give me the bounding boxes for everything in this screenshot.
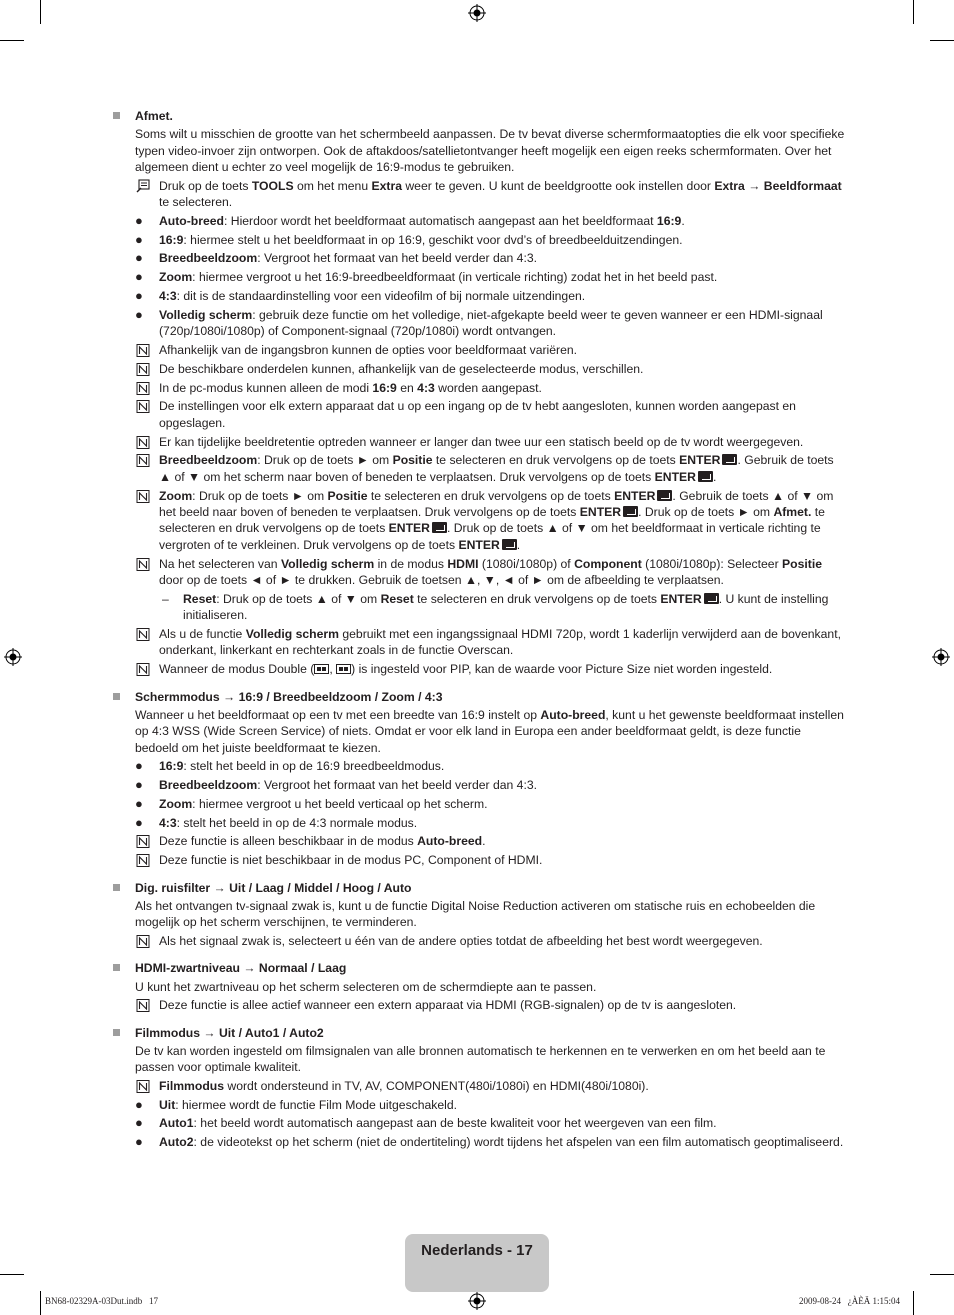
note-item [135, 398, 845, 431]
section-intro: De tv kan worden ingesteld om filmsignalen van alle bronnen automatisch te herkennen en te verwerken en om het beeld aan te passen voor optimale kwaliteit. [135, 1043, 826, 1075]
text: Afhankelijk van de ingangsbron kunnen de opties voor beeldformaat variëren. [159, 343, 578, 358]
tools-note [135, 178, 845, 211]
text: Reset [380, 591, 414, 606]
print-slug-left: BN68-02329A-03Dut.indb 17 [45, 1296, 158, 1306]
text: gebruikt met een ingangssignaal HDMI 720p, wordt 1 kaderlijn verwijderd aan de bovenkant, onderkant, linkerkant en rechterkant zoals in de functie Overscan. [159, 627, 841, 658]
text: weer te geven. U kunt de beeldgrootte ook instellen door [401, 178, 715, 193]
list-item [135, 815, 845, 831]
list-item [135, 269, 845, 285]
text: 16:9 [159, 232, 184, 247]
text: . Gebruik de toets ▲ of ▼ om het beeld naar boven of beneden te verplaatsen. Druk vervolgens op de toets [159, 488, 834, 520]
text: in de modus [374, 556, 448, 571]
bullet-icon: ● [135, 231, 143, 247]
note-icon [135, 454, 151, 467]
text: : Hierdoor wordt het beeldformaat automatisch aangepast aan het beeldformaat [224, 213, 657, 228]
text: Als het signaal zwak is, selecteert u één van de andere opties totdat de afbeelding het best wordt weergegeven. [159, 933, 763, 948]
crop-mark [0, 40, 24, 41]
registration-mark-icon [468, 4, 486, 22]
text: 16:9 [159, 759, 184, 774]
text: : het beeld wordt automatisch aangepast aan de beste kwaliteit voor het weergeven van een film. [193, 1116, 717, 1131]
text: . Druk op de toets ► om [638, 505, 774, 520]
section-square-icon [113, 884, 120, 891]
note-item [135, 380, 845, 396]
note-icon [135, 1080, 151, 1093]
text: : Vergroot het formaat van het beeld verder dan 4:3. [257, 778, 538, 793]
registration-mark-icon [4, 648, 22, 666]
note-item [135, 556, 845, 589]
text: Druk op de toets [159, 178, 252, 193]
text: De instellingen voor elk extern apparaat dat u op een ingang op de tv hebt aangesloten, kunnen worden aangepast en opgeslagen. [159, 399, 796, 430]
text: Filmmodus [159, 1078, 225, 1093]
text: Positie [782, 556, 822, 571]
text: Zoom [159, 488, 193, 503]
text: : hiermee vergroot u het 16:9-breedbeeldformaat (in verticale richting) zodat het in het beeld past. [192, 270, 718, 285]
section-hdmi-zwartniveau [113, 960, 845, 1013]
text: te selecteren en druk vervolgens op de toets [432, 453, 680, 468]
text: , kunt u het gewenste beeldformaat instellen op 4:3 WSS (Wide Screen Service) of niets. Omdat er voor elk land in Europa een ander beeldformaat geldt, is deze functie bedoeld om het juiste beeldformaat te kiezen. [135, 708, 844, 755]
crop-mark [40, 1291, 41, 1315]
section-intro [135, 707, 845, 756]
bullet-icon: ● [135, 1096, 143, 1112]
text: Er kan tijdelijke beeldretentie optreden wanneer er langer dan twee uur een statisch beeld op de tv wordt weergegeven. [159, 434, 804, 449]
note-icon [135, 344, 151, 357]
section-title: Filmmodus → Uit / Auto1 / Auto2 [135, 1025, 324, 1040]
text: : hiermee vergroot u het beeld verticaal op het scherm. [192, 796, 488, 811]
bullet-icon: ● [135, 250, 143, 266]
note-icon [135, 628, 151, 641]
enter-key-icon [502, 539, 517, 550]
crop-mark [930, 40, 954, 41]
text: ) is ingesteld voor PIP, kan de waarde voor Picture Size niet worden ingesteld. [351, 662, 773, 677]
text: Deze functie is niet beschikbaar in de modus PC, Component of HDMI. [159, 853, 543, 868]
text: (1080i/1080p): Selecteer [641, 556, 783, 571]
registration-mark-icon [468, 1292, 486, 1310]
bullet-icon: ● [135, 306, 143, 322]
text: te selecteren. [159, 195, 233, 210]
text: Zoom [159, 270, 193, 285]
section-intro: U kunt het zwartniveau op het scherm selecteren om de schermdiepte aan te passen. [135, 979, 597, 994]
text: Positie [392, 453, 433, 468]
bullet-icon: ● [135, 212, 143, 228]
bullet-icon: ● [135, 1134, 143, 1150]
text: Deze functie is allee actief wanneer een extern apparaat via HDMI (RGB-signalen) op de tv is aangesloten. [159, 998, 737, 1013]
enter-key-icon [722, 454, 737, 465]
text: . Gebruik de toets ▲ of ▼ om het scherm naar boven of beneden te verplaatsen. Druk vervolgens op de toets [159, 453, 834, 484]
note-item [135, 852, 845, 868]
note-item [135, 833, 845, 849]
list-item [135, 796, 845, 812]
text: Na het selecteren van [159, 556, 281, 571]
list-item [135, 213, 845, 229]
page-number-tab [405, 1234, 549, 1292]
text: . [516, 537, 521, 552]
text: Reset [183, 591, 217, 606]
text: 4:3 [417, 380, 435, 395]
crop-mark [0, 1274, 24, 1275]
note-item [135, 342, 845, 358]
text: : Druk op de toets ► om [257, 453, 393, 468]
registration-mark-icon [932, 648, 950, 666]
list-item [135, 307, 845, 340]
note-icon [135, 490, 151, 503]
section-title: HDMI-zwartniveau → Normaal / Laag [135, 961, 347, 976]
note-item [135, 488, 845, 554]
text: Extra [714, 178, 745, 193]
text: : Druk op de toets ► om [192, 488, 328, 503]
note-icon [135, 999, 151, 1012]
note-icon [135, 382, 151, 395]
text: te selecteren en druk vervolgens op de toets [367, 488, 615, 503]
dash: – [162, 591, 169, 606]
reset-item [135, 591, 845, 624]
text: ENTER [660, 591, 702, 606]
list-item [135, 777, 845, 793]
text: : stelt het beeld in op de 16:9 breedbeeldmodus. [183, 759, 445, 774]
note-icon [135, 854, 151, 867]
text: te selecteren en druk vervolgens op de toets [159, 505, 825, 536]
text: Volledig scherm [159, 307, 253, 322]
text: ENTER [614, 488, 656, 503]
text: : Druk op de toets ▲ of ▼ om [216, 591, 381, 606]
crop-mark [40, 0, 41, 24]
text: De beschikbare onderdelen kunnen, afhankelijk van de geselecteerde modus, verschillen. [159, 361, 644, 376]
text: Zoom [159, 796, 193, 811]
section-filmmodus [113, 1025, 845, 1151]
text: : gebruik deze functie om het volledige, niet-afgekapte beeld weer te geven wanneer er een HDMI-signaal (720p/1080i/1080p) of Component-signaal (720p/1080i) wordt ontvangen. [159, 307, 823, 339]
text: : stelt het beeld in op de 4:3 normale modus. [176, 815, 418, 830]
note-icon [135, 400, 151, 413]
text: Breedbeeldzoom [159, 251, 258, 266]
text: Auto-breed [417, 834, 483, 849]
text: 16:9 [656, 213, 682, 228]
text: Auto-breed [540, 708, 606, 723]
text: Breedbeeldzoom [159, 778, 258, 793]
text: Volledig scherm [245, 627, 339, 642]
text: Wanneer de modus Double ( [159, 662, 315, 677]
list-item [135, 250, 845, 266]
note-item [135, 452, 845, 485]
text: : de videotekst op het scherm (niet de ondertiteling) wordt tijdens het afspelen van een film automatisch geoptimaliseerd. [193, 1135, 844, 1150]
note-item [135, 997, 845, 1013]
text: : hiermee wordt de functie Film Mode uitgeschakeld. [175, 1097, 458, 1112]
text: HDMI [447, 556, 479, 571]
text: TOOLS [251, 178, 294, 193]
text: ENTER [654, 469, 696, 484]
note-icon [135, 663, 151, 676]
text: ENTER [579, 505, 622, 520]
list-item [135, 1134, 845, 1150]
text: en [396, 380, 418, 395]
text: → [744, 178, 764, 193]
text: . [482, 834, 486, 849]
enter-key-icon [657, 490, 672, 501]
section-title: Dig. ruisfilter → Uit / Laag / Middel / Hoog / Auto [135, 880, 412, 895]
text: door op de toets ◄ of ► te drukken. Gebruik de toetsen ▲, ▼, ◄ of ► om de afbeelding te verplaatsen. [159, 573, 724, 588]
note-item [135, 434, 845, 450]
text: Positie [327, 488, 368, 503]
tools-icon [135, 179, 151, 193]
crop-mark [930, 1274, 954, 1275]
note-item [135, 661, 845, 677]
text: Extra [371, 178, 402, 193]
text: ENTER [679, 453, 721, 468]
section-square-icon [113, 693, 120, 700]
note-item [135, 361, 845, 377]
text: Component [574, 556, 642, 571]
section-square-icon [113, 964, 120, 971]
text: Afmet. [773, 505, 812, 520]
print-slug-right: 2009-08-24 ¿ÀÈÄ 1:15:04 [799, 1296, 900, 1306]
crop-mark [913, 1291, 914, 1315]
bullet-icon: ● [135, 288, 143, 304]
text: te selecteren en druk vervolgens op de toets [413, 591, 661, 606]
section-afmet [113, 108, 845, 678]
enter-key-icon [432, 522, 447, 533]
text: wordt ondersteund in TV, AV, COMPONENT(480i/1080i) en HDMI(480i/1080i). [224, 1078, 649, 1093]
note-icon [135, 436, 151, 449]
text: Volledig scherm [280, 556, 375, 571]
text: Auto2 [159, 1135, 194, 1150]
text: Uit [159, 1097, 176, 1112]
note-icon [135, 935, 151, 948]
note-icon [135, 558, 151, 571]
text: Deze functie is alleen beschikbaar in de modus [159, 834, 418, 849]
text: Beeldformaat [763, 178, 842, 193]
section-intro: Soms wilt u misschien de grootte van het schermbeeld aanpassen. De tv bevat diverse schermformaatopties die elk voor specifieke typen video-invoer zijn ontworpen. Ook de aftakdoos/satellietontvanger heeft mogelijk een eigen reeks schermformaten. Over het algemeen dient u echter zo veel mogelijk de 16:9-modus te gebruiken. [135, 127, 845, 175]
enter-key-icon [623, 506, 638, 517]
bullet-icon: ● [135, 758, 143, 774]
bullet-icon: ● [135, 1115, 143, 1131]
text: Auto1 [159, 1116, 194, 1131]
manual-content [113, 108, 845, 1162]
text: 4:3 [159, 815, 177, 830]
enter-key-icon [704, 593, 719, 604]
text: 16:9 [372, 380, 397, 395]
text: . [712, 469, 717, 484]
text: (1080i/1080p) of [478, 556, 575, 571]
bullet-icon: ● [135, 814, 143, 830]
section-square-icon [113, 1029, 120, 1036]
bullet-icon: ● [135, 795, 143, 811]
text: : Vergroot het formaat van het beeld verder dan 4:3. [257, 251, 538, 266]
list-item [135, 288, 845, 304]
page-label: Nederlands - 17 [421, 1242, 533, 1259]
list-item [135, 758, 845, 774]
crop-mark [913, 0, 914, 24]
note-icon [135, 363, 151, 376]
enter-key-icon [698, 471, 713, 482]
text: Breedbeeldzoom [159, 453, 258, 468]
note-item [135, 626, 845, 659]
section-square-icon [113, 112, 120, 119]
text: . Druk op de toets ▲ of ▼ om het beeldformaat in verticale richting te vergroten of te verkleinen. Druk vervolgens op de toets [159, 521, 821, 552]
section-title: Schermmodus → 16:9 / Breedbeeldzoom / Zoom / 4:3 [135, 689, 443, 704]
text: , [329, 662, 337, 677]
bullet-icon: ● [135, 269, 143, 285]
text: 4:3 [159, 289, 177, 304]
text: . [681, 213, 685, 228]
list-item [135, 232, 845, 248]
text: : dit is de standaardinstelling voor een videofilm of bij normale uitzendingen. [176, 289, 586, 304]
text: worden aangepast. [434, 380, 542, 395]
text: om het menu [293, 178, 372, 193]
list-item [135, 1115, 845, 1131]
text: Wanneer u het beeldformaat op een tv met een breedte van 16:9 instelt op [135, 708, 541, 723]
pip-double-small-icon [336, 664, 351, 674]
bullet-icon: ● [135, 777, 143, 793]
text: ENTER [388, 521, 430, 536]
list-item [135, 1097, 845, 1113]
text: Als u de functie [159, 627, 246, 642]
pip-double-icon [314, 664, 329, 674]
text: In de pc-modus kunnen alleen de modi [159, 380, 373, 395]
text: . U kunt de instelling initialiseren. [183, 591, 829, 623]
text: : hiermee stelt u het beeldformaat in op 16:9, geschikt voor dvd’s of breedbeelduitzendingen. [183, 232, 683, 247]
text: Auto-breed [159, 213, 224, 228]
note-icon [135, 835, 151, 848]
section-intro: Als het ontvangen tv-signaal zwak is, kunt u de functie Digital Noise Reduction activeren om statische ruis en echobeelden die mogelijk op het scherm verschijnen, te verminderen. [135, 899, 816, 930]
section-schermmodus [113, 689, 845, 869]
note-item [135, 1078, 845, 1094]
note-item [135, 933, 845, 949]
section-title: Afmet. [135, 109, 173, 123]
text: ENTER [458, 537, 500, 552]
section-dig-ruisfilter [113, 880, 845, 950]
